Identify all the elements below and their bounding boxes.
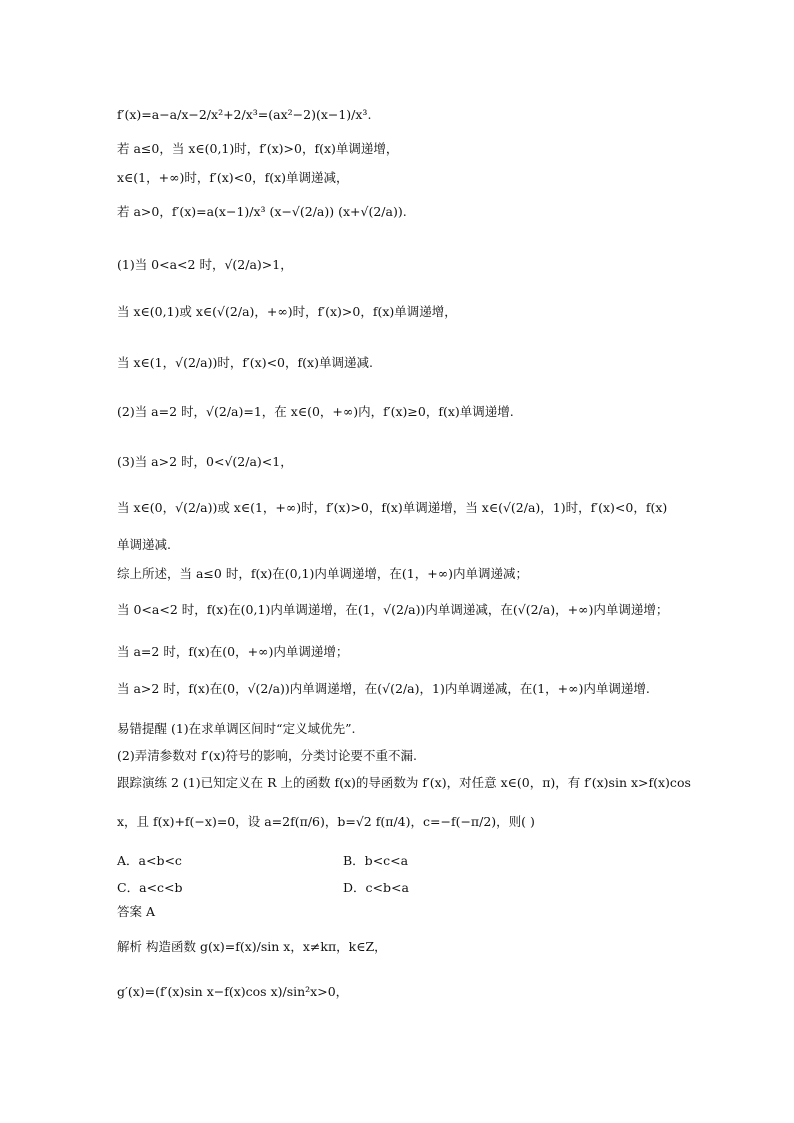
summary-0-lt-a-lt-2: 当 0<a<2 时，f(x)在(0,1)内单调递增，在(1，√(2/a))内单调递减，在(√(2/a)，+∞)内单调递增； — [117, 602, 669, 617]
case-a-nonpositive-line-1: 若 a≤0，当 x∈(0,1)时，f′(x)>0，f(x)单调递增， — [117, 141, 399, 156]
answer-line: 答案 A — [117, 904, 156, 919]
subcase-1-condition: (1)当 0<a<2 时，√(2/a)>1， — [117, 257, 293, 272]
exercise-statement-continued: x，且 f(x)+f(−x)=0，设 a=2f(π/6)，b=√2 f(π/4)，c=−f(−π/2)，则( ) — [117, 814, 535, 829]
summary-a-nonpositive: 综上所述，当 a≤0 时，f(x)在(0,1)内单调递增，在(1，+∞)内单调递减； — [117, 566, 528, 581]
case-a-positive-factorization: 若 a>0，f′(x)=a(x−1)/x³ (x−√(2/a)) (x+√(2/a)). — [117, 204, 407, 219]
error-reminder-2: (2)弄清参数对 f′(x)符号的影响，分类讨论要不重不漏. — [117, 748, 417, 763]
subcase-3-monotonicity: 当 x∈(0，√(2/a))或 x∈(1，+∞)时，f′(x)>0，f(x)单调递增，当 x∈(√(2/a)，1)时，f′(x)<0，f(x) — [117, 500, 668, 515]
option-b: B．b<c<a — [343, 853, 409, 868]
subcase-3-condition: (3)当 a>2 时，0<√(2/a)<1， — [117, 454, 293, 469]
summary-a-eq-2: 当 a=2 时，f(x)在(0，+∞)内单调递增； — [117, 644, 349, 659]
analysis-line-1: 解析 构造函数 g(x)=f(x)/sin x，x≠kπ，k∈Z， — [117, 939, 387, 954]
subcase-2: (2)当 a=2 时，√(2/a)=1，在 x∈(0，+∞)内，f′(x)≥0，f(x)单调递增. — [117, 404, 514, 419]
subcase-3-continuation: 单调递减. — [117, 537, 171, 552]
subcase-1-decreasing: 当 x∈(1，√(2/a))时，f′(x)<0，f(x)单调递减. — [117, 355, 373, 370]
option-c: C．a<c<b — [117, 880, 183, 895]
analysis-line-2: g′(x)=(f′(x)sin x−f(x)cos x)/sin²x>0， — [117, 984, 349, 999]
subcase-1-increasing: 当 x∈(0,1)或 x∈(√(2/a)，+∞)时，f′(x)>0，f(x)单调递增， — [117, 304, 457, 319]
exercise-statement: 跟踪演练 2 (1)已知定义在 R 上的函数 f(x)的导函数为 f′(x)，对任意 x∈(0，π)，有 f′(x)sin x>f(x)cos — [117, 775, 691, 790]
option-d: D．c<b<a — [343, 880, 409, 895]
error-reminder-1: 易错提醒 (1)在求单调区间时“定义域优先”. — [117, 721, 356, 736]
summary-a-gt-2: 当 a>2 时，f(x)在(0，√(2/a))内单调递增，在(√(2/a)，1)内单调递减，在(1，+∞)内单调递增. — [117, 681, 650, 696]
case-a-nonpositive-line-2: x∈(1，+∞)时，f′(x)<0，f(x)单调递减， — [117, 170, 349, 185]
derivative-formula: f′(x)=a−a/x−2/x²+2/x³=(ax²−2)(x−1)/x³. — [117, 107, 372, 122]
option-a: A．a<b<c — [117, 853, 182, 868]
